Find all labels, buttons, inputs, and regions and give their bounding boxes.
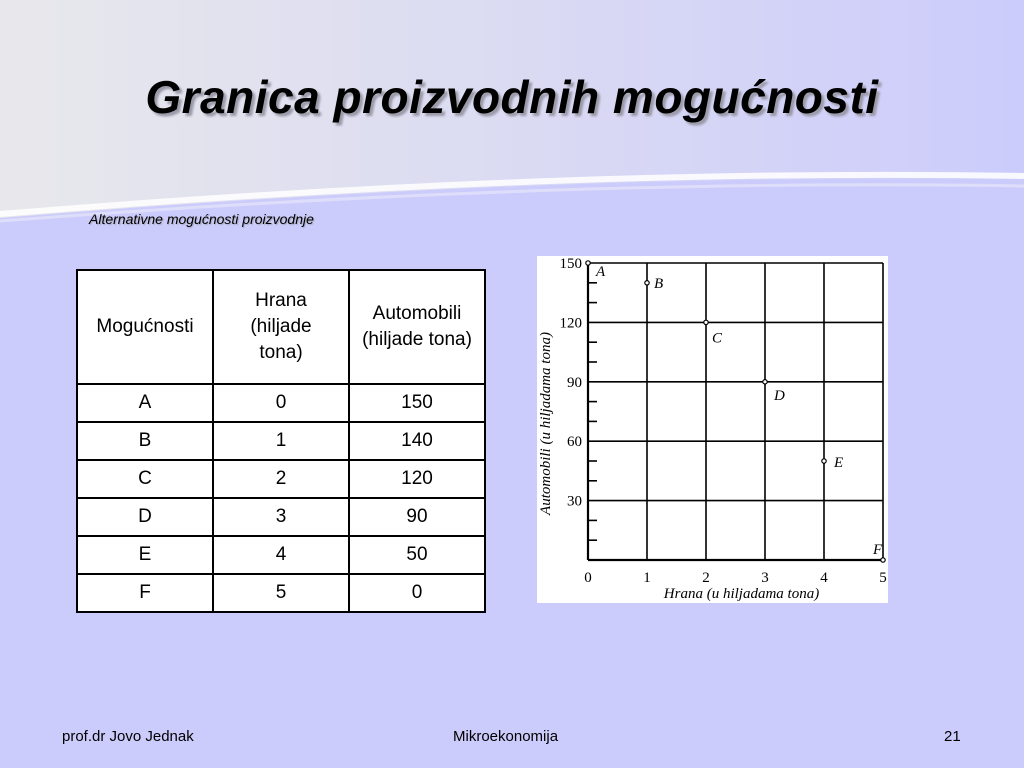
table-row [77, 384, 485, 422]
table-cell: 2 [213, 460, 349, 498]
header-label: Hrana (hiljade tona) [250, 290, 312, 363]
footer-author: prof.dr Jovo Jednak [62, 728, 194, 745]
header-label: Mogućnosti [96, 316, 194, 337]
point-label: D [774, 387, 785, 404]
slide-subtitle: Alternativne mogućnosti proizvodnje [89, 211, 314, 227]
point-label: B [654, 275, 664, 292]
x-tick-label: 5 [879, 570, 887, 586]
table-header-cell [213, 270, 349, 384]
y-tick-label: 120 [559, 315, 582, 332]
y-tick-label: 150 [559, 256, 582, 272]
table-cell: A [77, 384, 213, 422]
table-cell: 5 [213, 574, 349, 612]
table-cell: 150 [349, 384, 485, 422]
table-row [77, 422, 485, 460]
data-point [763, 380, 767, 384]
table-row [77, 574, 485, 612]
table-cell: C [77, 460, 213, 498]
production-possibilities-table [76, 269, 486, 613]
slide-title: Granica proizvodnih mogućnosti [145, 71, 879, 123]
x-tick-label: 4 [820, 570, 828, 586]
x-tick-label: 1 [643, 570, 651, 586]
footer-page-number: 21 [944, 728, 961, 745]
data-point [881, 558, 885, 562]
table-cell: D [77, 498, 213, 536]
footer-course: Mikroekonomija [453, 728, 559, 745]
y-tick-label: 90 [567, 374, 582, 391]
table-cell: B [77, 422, 213, 460]
point-label: A [596, 264, 606, 280]
data-point [645, 281, 649, 285]
point-label: C [712, 330, 723, 347]
y-tick-label: 60 [567, 434, 582, 451]
x-tick-label: 3 [761, 570, 769, 586]
ppf-chart [537, 256, 888, 603]
table-row [77, 460, 485, 498]
x-axis-title: Hrana (u hiljadama tona) [663, 586, 820, 602]
table-cell: 1 [213, 422, 349, 460]
x-tick-label: 2 [702, 570, 710, 586]
point-label: F [873, 542, 883, 558]
x-tick-label: 0 [584, 570, 592, 586]
table-cell: 3 [213, 498, 349, 536]
table-cell: 0 [213, 384, 349, 422]
point-label: E [834, 455, 844, 471]
table-cell: 140 [349, 422, 485, 460]
table-cell: 50 [349, 536, 485, 574]
header-label: Automobili (hiljade tona) [362, 303, 472, 350]
table-cell: 90 [349, 498, 485, 536]
ppf-chart-svg [537, 256, 888, 603]
table-row [77, 498, 485, 536]
data-point [586, 261, 590, 265]
table-cell: F [77, 574, 213, 612]
table-header-cell [349, 270, 485, 384]
data-point [822, 459, 826, 463]
table-cell: 0 [349, 574, 485, 612]
y-tick-label: 30 [567, 493, 582, 510]
table-header-row [77, 270, 485, 384]
data-point [704, 320, 708, 324]
table-header-cell [77, 270, 213, 384]
y-axis-title: Automobili (u hiljadama tona) [538, 332, 554, 515]
table-cell: 120 [349, 460, 485, 498]
table-cell: 4 [213, 536, 349, 574]
table-cell: E [77, 536, 213, 574]
table-row [77, 536, 485, 574]
